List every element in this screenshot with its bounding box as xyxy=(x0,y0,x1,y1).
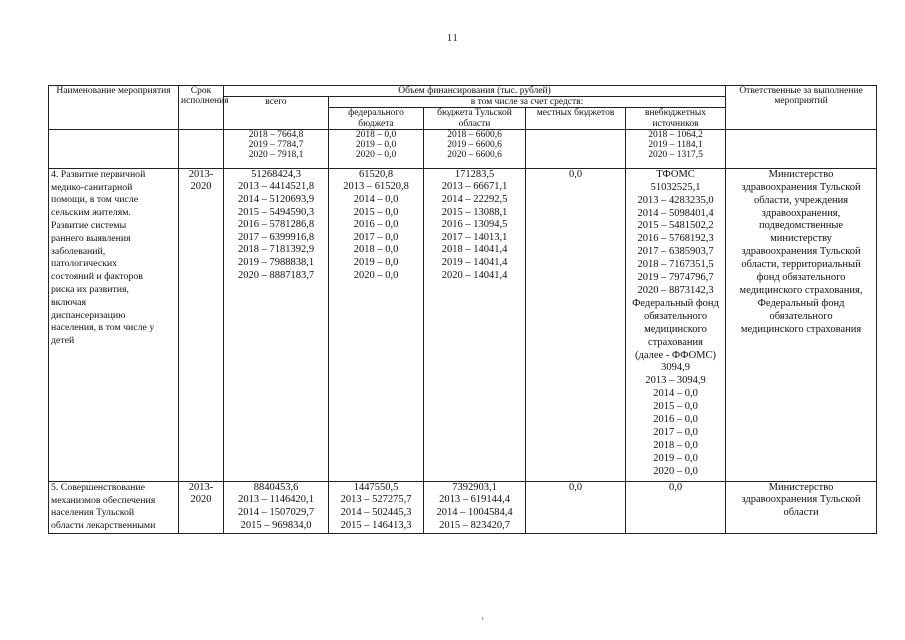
header-federal: федерального бюджета xyxy=(329,108,424,129)
cell-line: подведомственные xyxy=(758,220,844,232)
row-local xyxy=(526,129,626,168)
cell-line: 2014 – 5098401,4 xyxy=(637,207,714,219)
header-funding: Объем финансирования (тыс. рублей) xyxy=(224,86,726,97)
row-federal xyxy=(329,481,424,533)
cell-line: 2015 – 0,0 xyxy=(353,206,399,218)
cell-line: 2018 – 0,0 xyxy=(653,439,698,451)
cell-line: 2016 – 13094,5 xyxy=(441,219,508,231)
cell-line: 2015 – 823420,7 xyxy=(439,519,510,531)
cell-line: 4. Развитие первичной xyxy=(51,168,146,180)
cell-line: Развитие системы xyxy=(51,220,127,231)
cell-line: области лекарственными xyxy=(51,520,156,532)
cell-line: механизмов обеспечения xyxy=(51,494,156,506)
cell-line: 2018 – 6600,6 xyxy=(447,129,502,140)
cell-line: 5. Совершенствование xyxy=(51,481,145,493)
cell-line: 8840453,6 xyxy=(253,481,299,493)
cell-line: Федеральный фонд xyxy=(632,297,719,309)
cell-line: здравоохранения Тульской xyxy=(741,494,861,506)
cell-line: здравоохранения Тульской xyxy=(741,181,861,193)
cell-line: медицинского страхования xyxy=(740,323,862,335)
cell-line: здравоохранения Тульской xyxy=(741,246,861,258)
cell-line: 2015 – 146413,3 xyxy=(340,519,412,531)
row-total xyxy=(224,481,329,533)
cell-line: 2013 – 1146420,1 xyxy=(238,494,314,506)
cell-line: 2020 – 6600,6 xyxy=(447,149,502,160)
header-including: в том числе за счет средств: xyxy=(329,97,726,108)
cell-line: области, территориальный xyxy=(741,259,861,271)
cell-line: 2018 – 7181392,9 xyxy=(237,244,315,256)
cell-line: 2019 – 0,0 xyxy=(653,452,698,464)
cell-line: 2015 – 969834,0 xyxy=(240,519,312,531)
row-term: 2013-2020 xyxy=(179,168,224,481)
row-extra xyxy=(626,129,726,168)
cell-line: 0,0 xyxy=(568,481,583,493)
row-local xyxy=(526,168,626,481)
funding-table xyxy=(48,85,877,534)
cell-line: 2020 – 8887183,7 xyxy=(237,269,315,281)
cell-line: включая xyxy=(51,296,87,308)
header-total: всего xyxy=(224,97,329,130)
row-total xyxy=(224,168,329,481)
cell-line: детей xyxy=(51,335,75,347)
row-responsible xyxy=(726,168,877,481)
cell-line: страхования xyxy=(648,336,703,348)
row-federal xyxy=(329,129,424,168)
cell-line: 2014 – 1004584,4 xyxy=(436,507,513,518)
cell-line: медицинского страхования, xyxy=(739,284,863,296)
cell-line: 7392903,1 xyxy=(452,481,497,493)
header-name: Наименование мероприятия xyxy=(49,86,179,130)
row-name xyxy=(49,129,179,168)
header-responsible: Ответственные за выполнение мероприятий xyxy=(726,86,877,130)
footer-mark: ' xyxy=(482,616,484,626)
cell-line: 2019 – 0,0 xyxy=(355,139,397,150)
cell-line: помощи, в том числе xyxy=(51,194,139,206)
cell-line: 2019 – 7784,7 xyxy=(248,139,304,150)
cell-line: 2018 – 14041,4 xyxy=(441,244,508,256)
cell-line: 2018 – 0,0 xyxy=(353,244,399,256)
cell-line: (далее - ФФОМС) xyxy=(634,349,717,361)
cell-line: 2019 – 6600,6 xyxy=(447,139,502,150)
cell-line: 2020 – 0,0 xyxy=(355,149,397,160)
cell-line: 2017 – 6399916,8 xyxy=(237,231,315,243)
cell-line: 2015 – 13088,1 xyxy=(441,206,508,218)
cell-line: 2013 – 4283235,0 xyxy=(637,194,714,206)
cell-line: министерству xyxy=(770,233,832,245)
cell-line: 2020 – 8873142,3 xyxy=(637,284,714,296)
cell-line: состояний и факторов xyxy=(51,271,143,283)
cell-line: 2016 – 5768192,3 xyxy=(637,233,714,245)
cell-line: 61520,8 xyxy=(358,168,394,180)
cell-line: 2020 – 7918,1 xyxy=(248,149,304,160)
page-number: 11 xyxy=(447,33,459,44)
cell-line: 2013 – 619144,4 xyxy=(439,494,510,506)
cell-line: 2013 – 66671,1 xyxy=(441,181,508,193)
cell-line: 2017 – 0,0 xyxy=(353,231,399,243)
cell-line: 2016 – 0,0 xyxy=(653,414,698,426)
cell-line: населения Тульской xyxy=(51,507,135,519)
cell-line: 2013 – 61520,8 xyxy=(343,181,409,193)
row-name xyxy=(49,481,179,533)
cell-line: 2019 – 0,0 xyxy=(353,256,399,268)
row-extra xyxy=(626,481,726,533)
cell-line: 2019 – 14041,4 xyxy=(441,256,508,268)
cell-line: медико-санитарной xyxy=(51,181,133,193)
cell-line: патологических xyxy=(51,258,118,270)
cell-line: Министерство xyxy=(768,481,834,493)
cell-line: 2018 – 7664,8 xyxy=(248,129,304,140)
cell-line: фонд обязательного xyxy=(756,272,846,284)
cell-line: 2014 – 502445,3 xyxy=(340,507,412,518)
cell-line: 2017 – 0,0 xyxy=(653,426,698,438)
cell-line: 2019 – 7974796,7 xyxy=(637,272,714,284)
cell-line: заболеваний, xyxy=(51,245,106,257)
row-regional xyxy=(424,129,526,168)
cell-line: 2018 – 1064,2 xyxy=(648,129,703,140)
cell-line: 2020 – 1317,5 xyxy=(648,149,703,160)
cell-line: 51268424,3 xyxy=(251,168,301,180)
row-extra xyxy=(626,168,726,481)
cell-line: 2013 – 3094,9 xyxy=(645,375,706,387)
cell-line: обязательного xyxy=(643,310,708,322)
cell-line: здравоохранения, xyxy=(761,207,841,219)
cell-line: 0,0 xyxy=(568,168,583,180)
cell-line: населения, в том числе у xyxy=(51,322,155,334)
header-term: Срок исполнения xyxy=(179,86,224,130)
row-name xyxy=(49,168,179,481)
cell-line: 2020 – 0,0 xyxy=(353,269,399,281)
cell-line: 2019 – 7988838,1 xyxy=(237,256,315,268)
header-row-1 xyxy=(49,86,877,97)
row-regional xyxy=(424,168,526,481)
cell-line: 3094,9 xyxy=(661,362,690,374)
cell-line: Федеральный фонд xyxy=(757,297,845,309)
row-responsible xyxy=(726,481,877,533)
cell-line: ТФОМС xyxy=(656,168,695,180)
cell-line: сельским жителям. xyxy=(51,207,131,219)
cell-line: 2015 – 5494590,3 xyxy=(237,206,315,218)
cell-line: 1447550,5 xyxy=(353,481,399,493)
cell-line: 2014 – 0,0 xyxy=(653,388,698,400)
cell-line: 2014 – 5120693,9 xyxy=(237,194,315,205)
cell-line: 2015 – 5481502,2 xyxy=(637,220,714,232)
cell-line: диспансеризацию xyxy=(51,309,126,321)
cell-line: 2014 – 1507029,7 xyxy=(237,507,315,518)
cell-line: 2020 – 0,0 xyxy=(653,465,698,477)
table-row xyxy=(49,168,877,481)
row-regional xyxy=(424,481,526,533)
cell-line: 2015 – 0,0 xyxy=(653,401,698,413)
cell-line: 2014 – 22292,5 xyxy=(441,194,508,205)
cell-line: области xyxy=(783,507,819,518)
table-row xyxy=(49,129,877,168)
cell-line: 2016 – 5781286,8 xyxy=(237,219,315,231)
cell-line: 2019 – 1184,1 xyxy=(648,139,703,150)
header-local: местных бюджетов xyxy=(526,108,626,129)
cell-line: обязательного xyxy=(769,310,833,322)
row-term xyxy=(179,129,224,168)
cell-line: 2013 – 4414521,8 xyxy=(237,181,315,193)
cell-line: 51032525,1 xyxy=(650,181,701,193)
cell-line: Министерство xyxy=(768,168,834,180)
header-extra: внебюджетных источников xyxy=(626,108,726,129)
row-responsible xyxy=(726,129,877,168)
cell-line: 0,0 xyxy=(668,481,683,493)
cell-line: риска их развития, xyxy=(51,283,129,295)
row-total xyxy=(224,129,329,168)
table-row xyxy=(49,481,877,533)
row-federal xyxy=(329,168,424,481)
cell-line: 2016 – 0,0 xyxy=(353,219,399,231)
row-local xyxy=(526,481,626,533)
cell-line: области, учреждения xyxy=(753,194,849,206)
cell-line: 2017 – 14013,1 xyxy=(441,231,508,243)
cell-line: 2017 – 6385903,7 xyxy=(637,246,714,258)
cell-line: раннего выявления xyxy=(51,232,131,244)
cell-line: 2013 – 527275,7 xyxy=(340,494,412,506)
cell-line: 2014 – 0,0 xyxy=(353,194,399,205)
cell-line: 2018 – 7167351,5 xyxy=(637,259,714,271)
cell-line: 2018 – 0,0 xyxy=(355,129,397,140)
cell-line: 2020 – 14041,4 xyxy=(441,269,508,281)
cell-line: 171283,5 xyxy=(454,168,495,180)
header-regional: бюджета Тульской области xyxy=(424,108,526,129)
row-term: 2013-2020 xyxy=(179,481,224,533)
cell-line: медицинского xyxy=(644,323,707,335)
